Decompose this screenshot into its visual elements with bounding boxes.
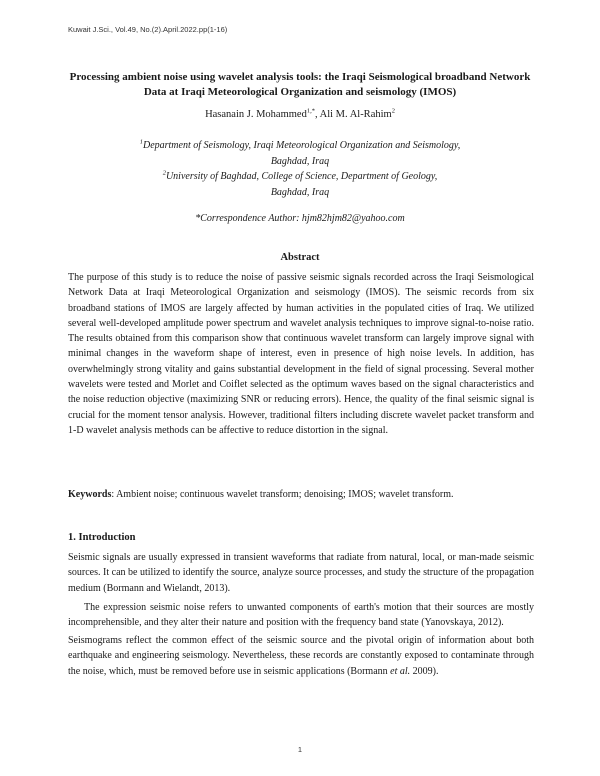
keywords-label: Keywords xyxy=(68,489,112,500)
affiliation-mark: 1 xyxy=(139,138,143,146)
author-list xyxy=(60,109,540,120)
affiliation-1 xyxy=(60,138,540,154)
correspondence-author: *Correspondence Author: hjm82hjm82@yahoo.com xyxy=(195,213,405,224)
intro-paragraph-1: Seismic signals are usually expressed in transient waveforms that radiate from natural, local, or man-made seismic sources. It can be utilized to identify the source, analyze source processes, and study the structure of the propagation medium (Bormann and Wielandt, 2013). xyxy=(68,552,534,594)
affiliation-mark: 2 xyxy=(162,169,166,177)
abstract-heading: Abstract xyxy=(280,252,320,263)
page-number: 1 xyxy=(297,745,303,754)
author-affiliation-mark: 2 xyxy=(391,107,395,115)
keywords-text: : Ambient noise; continuous wavelet transform; denoising; IMOS; wavelet transform. xyxy=(111,489,454,500)
intro-text-italic: et al. xyxy=(390,665,411,677)
affiliation-line: Baghdad, Iraq xyxy=(270,155,330,167)
affiliation-line: University of Baghdad, College of Science, Department of Geology, xyxy=(165,171,438,182)
affiliation-line: Department of Seismology, Iraqi Meteorological Organization and Seismology, xyxy=(142,140,461,151)
author-separator: , xyxy=(314,109,320,120)
intro-text: Seismograms reflect the common effect of the seismic source and the pivotal origin of information about both earthquake and engineering seismology. Nevertheless, these records are constantly exposed to contaminate through the noise, which, must be removed before use in seismic applications (Bormann xyxy=(68,635,534,677)
intro-paragraph-2: The expression seismic noise refers to unwanted components of earth's motion that their sources are mostly incomprehensible, and they alter their nature and position with the frequency band state (Yanovskaya, 2012). xyxy=(68,602,534,629)
paper-title: Processing ambient noise using wavelet analysis tools: the Iraqi Seismological broadband Network Data at Iraqi Meteorological Organization and seismology (IMOS) xyxy=(69,71,531,98)
section-heading-introduction: 1. Introduction xyxy=(68,532,136,543)
affiliation-line: Baghdad, Iraq xyxy=(270,186,330,198)
abstract-body: The purpose of this study is to reduce the noise of passive seismic signals recorded across the Iraqi Seismological Network Data at Iraqi Meteorological Organization and seismology (IMOS). The seismic records from six broadband stations of IMOS are largely affected by human activities in the populated cities of Iraq. We utilized several well-developed amplitude power spectrum and wavelet analysis techniques to improve signal-to-noise ratio. The results obtained from this comparison show that continuous wavelet transform can largely improve signal with minimal changes in the waveform shape of interest, even in presence of high noise levels. In addition, has overwhelmingly strong vitality and gains substantial development in the field of signal processing. Several mother wavelets were tested and Morlet and Coiflet selected as the optimum waves based on the signal characteristics and the noise reduction objective (maximizing SNR or reducing errors). Hence, the quality of the final seismic signal is crucial for the moment tensor analysis. However, traditional filters including discrete wavelet packet transform and 1-D wavelet analysis methods can be affective to reduce distortion in the signal. xyxy=(68,272,534,436)
affiliations xyxy=(60,138,540,200)
author-affiliation-mark: 1,* xyxy=(306,107,315,115)
intro-text: 2009). xyxy=(410,665,439,677)
journal-header: Kuwait J.Sci., Vol.49, No.(2).April.2022.pp(1-16) xyxy=(68,25,228,34)
intro-paragraph-3 xyxy=(68,633,534,679)
author-name: Ali M. Al-Rahim xyxy=(319,109,392,120)
affiliation-2 xyxy=(60,169,540,185)
keywords xyxy=(68,489,534,500)
author-name: Hasanain J. Mohammed xyxy=(205,109,307,120)
